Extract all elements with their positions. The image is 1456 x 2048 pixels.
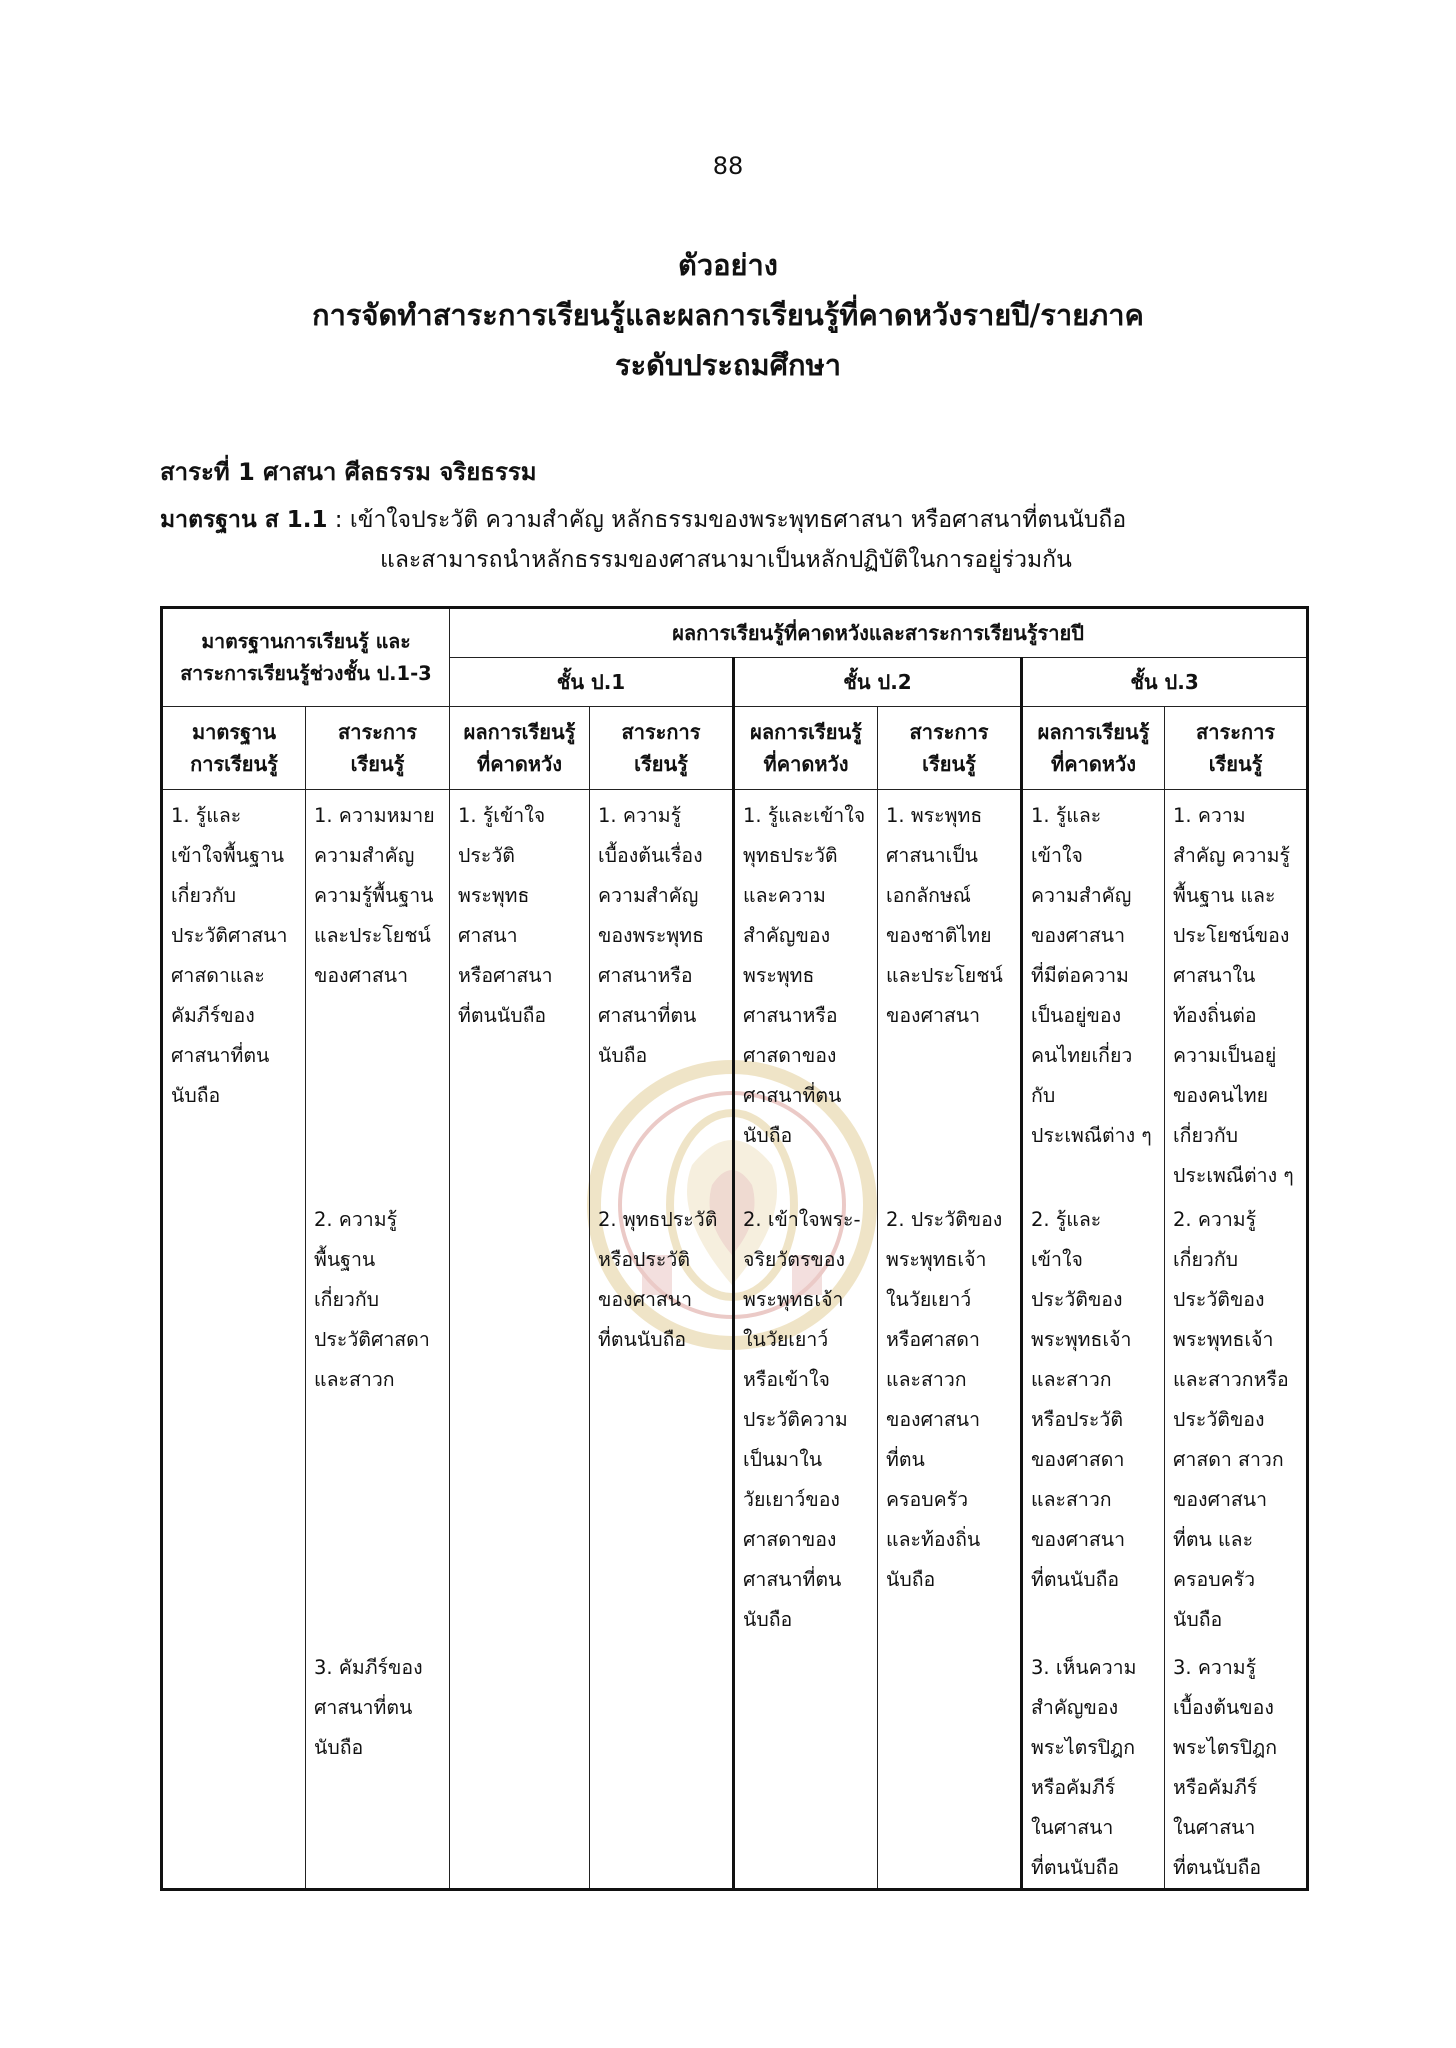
- table-cell-item: 2. ความรู้ พื้นฐาน เกี่ยวกับ ประวัติศาสดา และสาวก: [314, 1208, 430, 1391]
- curriculum-table: [160, 606, 1309, 1891]
- page-number: 88: [712, 152, 744, 180]
- table-cell-item: [450, 1194, 589, 1642]
- table-cell-item: 3. เห็นความ สำคัญของ พระไตรปิฎก หรือคัมภีร์ ในศาสนา ที่ตนนับถือ: [1031, 1656, 1137, 1879]
- table-cell-item: 1. รู้และเข้าใจ พุทธประวัติ และความ สำคัญของ พระพุทธ ศาสนาหรือ ศาสดาของ ศาสนาที่ตน นับถือ: [743, 804, 866, 1147]
- table-cell-item: [878, 1642, 1020, 1888]
- standard-statement: [160, 500, 1306, 580]
- table-cell-item: 1. ความรู้ เบื้องต้นเรื่อง ความสำคัญ ของพระพุทธ ศาสนาหรือ ศาสนาที่ตน นับถือ: [598, 804, 704, 1067]
- table-cell-item: 1. พระพุทธ ศาสนาเป็น เอกลักษณ์ ของชาติไทย และประโยชน์ ของศาสนา: [886, 804, 1003, 1027]
- table-cell-item: 2. พุทธประวัติ หรือประวัติ ของศาสนา ที่ตนนับถือ: [598, 1208, 718, 1351]
- subheader-p2-outcomes: ผลการเรียนรู้ ที่คาดหวัง: [734, 707, 878, 790]
- table-cell-item: 2. ความรู้ เกี่ยวกับ ประวัติของ พระพุทธเจ้า และสาวกหรือ ประวัติของ ศาสดา สาวก ของศาสนา ที่ตน และ ครอบครัว นับถือ: [1173, 1208, 1289, 1631]
- col-p3-content: [1165, 790, 1308, 1890]
- table-cell-item: 1. รู้เข้าใจ ประวัติ พระพุทธศาสนา หรือศาสนา ที่ตนนับถือ: [458, 804, 553, 1027]
- table-cell-item: 3. คัมภีร์ของ ศาสนาที่ตน นับถือ: [314, 1656, 423, 1759]
- table-cell-item: 1. รู้และ เข้าใจพื้นฐาน เกี่ยวกับ ประวัติศาสนา ศาสดาและ คัมภีร์ของ ศาสนาที่ตน นับถือ: [171, 804, 288, 1107]
- standard-text-2: และสามารถนำหลักธรรมของศาสนามาเป็นหลักปฏิบัติในการอยู่ร่วมกัน: [380, 547, 1072, 573]
- col-p1-content: [590, 790, 734, 1890]
- col-p2-outcomes: [734, 790, 878, 1890]
- header-grade-p1: ชั้น ป.1: [450, 658, 734, 707]
- standard-label: มาตรฐาน ส 1.1: [160, 507, 328, 533]
- table-cell-item: 3. ความรู้ เบื้องต้นของ พระไตรปิฎก หรือคัมภีร์ ในศาสนา ที่ตนนับถือ: [1173, 1656, 1278, 1879]
- header-grade-p3: ชั้น ป.3: [1022, 658, 1308, 707]
- table-cell-item: 1. ความ สำคัญ ความรู้ พื้นฐาน และ ประโยชน์ของ ศาสนาใน ท้องถิ่นต่อ ความเป็นอยู่ ของคนไทย เกี่ยวกับ ประเพณีต่าง ๆ: [1173, 804, 1294, 1187]
- subheader-p3-outcomes: ผลการเรียนรู้ ที่คาดหวัง: [1022, 707, 1165, 790]
- table-cell-item: 1. ความหมาย ความสำคัญ ความรู้พื้นฐาน และประโยชน์ ของศาสนา: [314, 804, 435, 987]
- col-content: [306, 790, 450, 1890]
- document-title: [160, 240, 1296, 390]
- table-row: [162, 790, 1308, 1890]
- table-cell-item: 2. เข้าใจพระ- จริยวัตรของ พระพุทธเจ้า ในวัยเยาว์ หรือเข้าใจ ประวัติความ เป็นมาใน วัยเยาว์ของ ศาสดาของ ศาสนาที่ตน นับถือ: [743, 1208, 861, 1631]
- subheader-standard: มาตรฐาน การเรียนรู้: [162, 707, 306, 790]
- title-line-2: การจัดทำสาระการเรียนรู้และผลการเรียนรู้ที่คาดหวังรายปี/รายภาค: [312, 298, 1144, 332]
- table-cell-item: 1. รู้และ เข้าใจ ความสำคัญ ของศาสนา ที่มีต่อความ เป็นอยู่ของ คนไทยเกี่ยวกับ ประเพณีต่าง ๆ: [1031, 804, 1152, 1147]
- subheader-p3-content: สาระการ เรียนรู้: [1165, 707, 1308, 790]
- subheader-p2-content: สาระการ เรียนรู้: [878, 707, 1022, 790]
- title-line-1: ตัวอย่าง: [678, 248, 778, 282]
- table-cell-item: [735, 1642, 877, 1888]
- standard-line-1: [160, 500, 1306, 540]
- table-cell-item: [450, 1642, 589, 1888]
- col-p1-outcomes: [450, 790, 590, 1890]
- title-line-3: ระดับประถมศึกษา: [615, 348, 841, 382]
- subheader-p1-outcomes: ผลการเรียนรู้ ที่คาดหวัง: [450, 707, 590, 790]
- header-annual-outcomes: ผลการเรียนรู้ที่คาดหวังและสาระการเรียนรู้รายปี: [450, 608, 1308, 658]
- subheader-p1-content: สาระการ เรียนรู้: [590, 707, 734, 790]
- table-cell-item: [163, 1194, 305, 1642]
- table-cell-item: 2. รู้และ เข้าใจ ประวัติของ พระพุทธเจ้า และสาวก หรือประวัติ ของศาสดา และสาวก ของศาสนา ที่ตนนับถือ: [1031, 1208, 1132, 1591]
- standard-text-1: เข้าใจประวัติ ความสำคัญ หลักธรรมของพระพุทธศาสนา หรือศาสนาที่ตนนับถือ: [349, 507, 1127, 533]
- table-cell-item: 2. ประวัติของ พระพุทธเจ้า ในวัยเยาว์ หรือศาสดา และสาวก ของศาสนา ที่ตน ครอบครัว และท้องถิ่น นับถือ: [886, 1208, 1003, 1591]
- header-standards-and-content: มาตรฐานการเรียนรู้ และ สาระการเรียนรู้ช่วงชั้น ป.1-3: [162, 608, 450, 707]
- standard-separator: :: [327, 507, 350, 533]
- subheader-content: สาระการ เรียนรู้: [306, 707, 450, 790]
- col-p3-outcomes: [1022, 790, 1165, 1890]
- col-p2-content: [878, 790, 1022, 1890]
- table-cell-item: [163, 1642, 305, 1888]
- header-grade-p2: ชั้น ป.2: [734, 658, 1022, 707]
- strand-heading: สาระที่ 1 ศาสนา ศีลธรรม จริยธรรม: [160, 458, 537, 486]
- col-standard: [162, 790, 306, 1890]
- table-cell-item: [590, 1642, 732, 1888]
